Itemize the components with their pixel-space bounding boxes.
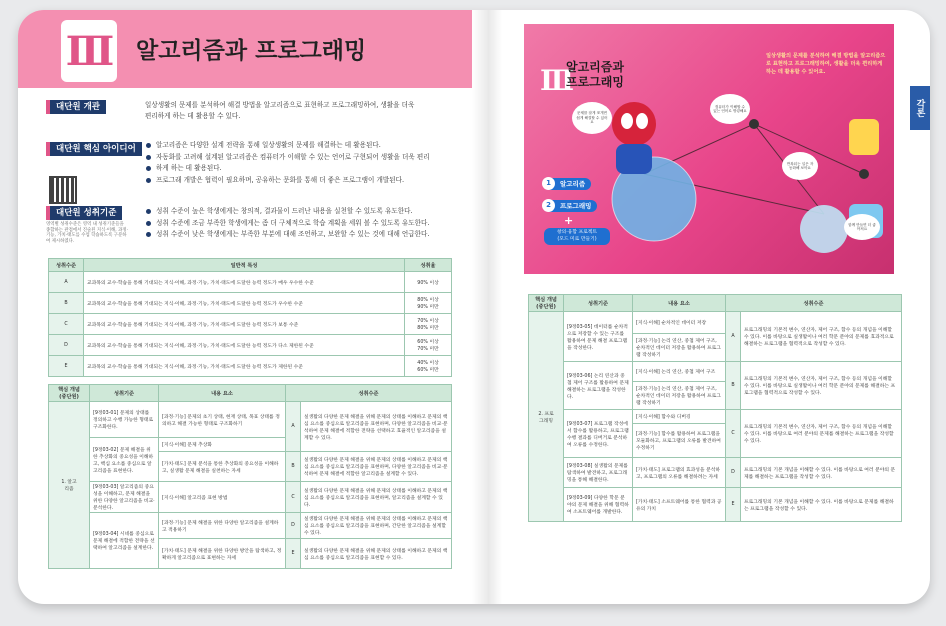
unit-cover-illustration (524, 24, 894, 274)
speech-bubble: 문제를 잘게 쪼개면 쉽게 해결할 수 있어요 (572, 102, 612, 134)
plus-icon: + (564, 214, 574, 227)
unit-numeral: Ⅲ (61, 20, 117, 82)
cover-pill-programming[interactable]: 2 프로그래밍 (544, 200, 597, 212)
left-detail-table: 핵심 개념 (중단원) 성취기준 내용 요소 성취수준 1. 알고 리즘 [9정03-01] 문제의 상태를 정의하고 수행 가능한 형태로 구조화한다. [과정·기능] 문제의 초기 상태, 현재 상태, 목표 상태를 정의하고 해결 가능한 형태로 구조화하기 A 실생활의 다양한 문제 해결을 위해 문제의 상태를 이해하고 문제의 핵심 요소를 중심으로 알고리즘을 표현하며, 다양한 알고리즘을 비교·분석하여 문제 해결에 적합한 전략을 선택하고 효율적인 알고리즘을 설계할 수 있다. [9정03-02] 문제 해결을 위한 추상화의 중요성을 이해하고, 핵심 요소를 중심으로 알고리즘을 표현한다. [지식·이해] 문제 추상화 [가치·태도] 문제 분석을 통한 추상화의 중요성을 이해하고, 실생활 문제 해결을 실천하는 자세 B 실생활의 다양한 문제 해결을 위해 문제의 상태를 이해하고 문제의 핵심 요소를 중심으로 알고리즘을 표현하며, 다양한 알고리즘을 비교·분석하여 문제 해결에 적합한 알고리즘을 설계할 수 있다. [9정03-03] 알고리즘의 중요성을 이해하고, 문제 해결을 위한 다양한 알고리즘을 비교·분석한다. [지식·이해] 알고리즘 표현 방법 C 실생활의 다양한 문제 해결을 위해 문제의 상태를 이해하고 문제의 핵심 요소를 중심으로 알고리즘을 표현하며, 알고리즘을 설계할 수 있다. [9정03-04] 시네를 중심으로 문제 해결에 적합한 전략을 선택하여 알고리즘을 설계한다. [과정·기능] 문제 해결을 위한 다양한 알고리즘을 설계하고 적용하기 D 실생활의 다양한 문제 해결을 위해 문제의 상태를 이해하고 문제의 핵심 요소를 중심으로 알고리즘을 표현하며, 간단한 알고리즘을 설계할 수 있다. [가치·태도] 문제 해결을 위한 다양한 방안을 탐색하고, 정확하게 알고리즘으로 표현하는 자세 E 실생활의 다양한 문제 해결을 위해 문제의 상태를 이해하고 문제의 핵심 요소를 중심으로 알고리즘을 표현할 수 있다. (48, 384, 452, 569)
hero-eye-icon (636, 113, 648, 129)
speech-bubble: 컴퓨터가 이해할 수 있는 언어로 명령해요 (710, 94, 750, 124)
side-tab[interactable]: 각론 (910, 86, 930, 130)
core-idea-label: 대단원 핵심 아이디어 (46, 142, 142, 156)
level-table: 성취수준 일반적 특성 성취율 A 교과목의 교수·학습을 통해 기대되는 지식·이해, 과정·기능, 가치·태도에 도달한 능력 정도가 매우 우수한 수준 90% 이상 B 교과목의 교수·학습을 통해 기대되는 지식·이해, 과정·기능, 가치·태도에 도달한 능력 정도가 우수한 수준 80% 이상 90% 미만 C 교과목의 교수·학습을 통해 기대되는 지식·이해, 과정·기능, 가치·태도에 도달한 능력 정도가 보통 수준 70% 이상 80% 미만 D 교과목의 교수·학습을 통해 기대되는 지식·이해, 과정·기능, 가치·태도에 도달한 능력 정도가 다소 제한된 수준 60% 이상 70% 미만 E 교과목의 교수·학습을 통해 기대되는 지식·이해, 과정·기능, 가치·태도에 도달한 능력 정도가 제한된 수준 40% 이상 60% 미만 (48, 258, 452, 377)
list-item: 하게 하는 데 활용된다. (146, 163, 430, 175)
page-spine (472, 10, 502, 604)
unit-header (18, 10, 472, 88)
overview-text: 일상생활의 문제를 분석하여 해결 방법을 알고리즘으로 표현하고 프로그래밍하여, 생활을 더욱 편리하게 하는 데 활용할 수 있다. (145, 101, 415, 120)
overview-label: 대단원 개관 (46, 100, 106, 114)
textbook-spread (18, 10, 930, 604)
list-item: 알고리즘은 다양한 설계 전략을 통해 일상생활의 문제를 해결하는 데 활용된다. (146, 140, 430, 152)
list-item: 자동화를 고려해 설계된 알고리즘은 컴퓨터가 이해할 수 있는 언어로 구현되어 생활을 더욱 편리 (146, 152, 430, 164)
cover-numeral: Ⅲ (540, 64, 575, 97)
achievement-label: 대단원 성취기준 (46, 206, 122, 220)
small-globe-icon (800, 205, 848, 253)
table-row: C 교과목의 교수·학습을 통해 기대되는 지식·이해, 과정·기능, 가치·태도에 도달한 능력 정도가 보통 수준 70% 이상 80% 미만 (49, 314, 452, 335)
speech-bubble: 반복되는 일은 자동화해 보아요 (782, 152, 818, 180)
hero-eye-icon (621, 113, 633, 129)
achievement-note: 영역별 성취수준은 영역 내 성취기준들을 종합하는 관점에서 진술된 지식·이해, 과정·기능, 가치·태도를 수업 학습하도록 구분하여 제시하였다. (46, 222, 128, 244)
speech-bubble: 함께 만들면 더 좋아져요 (844, 214, 880, 240)
core-idea-list (146, 140, 430, 186)
cover-title: 알고리즘과 프로그래밍 (566, 60, 624, 89)
table-row: B 교과목의 교수·학습을 통해 기대되는 지식·이해, 과정·기능, 가치·태도에 도달한 능력 정도가 우수한 수준 80% 이상 90% 미만 (49, 293, 452, 314)
cover-description: 일상생활의 문제를 분석하여 해결 방법을 알고리즘으로 표현하고 프로그래밍하여, 생활을 더욱 편리하게 하는 데 활용할 수 있어요. (766, 53, 886, 75)
cover-pill-algorithm[interactable]: 1 알고리즘 (544, 178, 591, 190)
network-node (859, 169, 869, 179)
right-detail-table: 핵심 개념 (중단원) 성취기준 내용 요소 성취수준 2. 프로 그래밍 [9정03-05] 데이터를 순차적으로 저장할 수 있는 구조를 활용하여 문제 해결 프로그램을 작성한다. [지식·이해] 순차적인 데이터 저장 A 프로그래밍의 기본적 변수, 연산자, 제어 구조, 함수 등의 개념을 이해할 수 있다. 이를 바탕으로 실생활이나 여러 학문 분야의 문제를 효과적으로 해결하는 프로그램을 협력적으로 작성할 수 있다. [과정·기능] 논리 연산, 중첩 제어 구조, 순차적인 데이터 저장을 활용하여 프로그램 작성하기 [9정03-06] 논리 연산과 중첩 제어 구조를 활용하여 문제 해결하는 프로그램을 작성한다. [지식·이해] 논리 연산, 중첩 제어 구조 B 프로그래밍의 기본적 변수, 연산자, 제어 구조, 함수 등의 개념을 이해할 수 있다. 이를 바탕으로 실생활이나 여러 학문 분야의 문제를 해결하는 프로그램을 협력적으로 작성할 수 있다. [과정·기능] 논리 연산, 중첩 제어 구조, 순차적인 데이터 저장을 활용하여 프로그램 작성하기 [9정03-07] 프로그램 작성에서 함수를 활용하고, 프로그램 수행 결과를 디버거로 분석하여 오류를 수정한다. [지식·이해] 함수와 디버깅 C 프로그래밍의 기본적 변수, 연산자, 제어 구조, 함수 등의 개념을 이해할 수 있다. 이를 바탕으로 여러 분야의 문제를 해결하는 프로그램을 작성할 수 있다. [과정·기능] 함수를 활용하여 프로그램을 모듈화하고, 프로그램의 오류를 발견하여 수정하기 [9정03-08] 실생활의 문제를 탐색하여 발견하고, 프로그래밍을 통해 해결한다. [가치·태도] 프로그램의 효과성을 분석하고, 프로그램의 오류를 해결하려는 자세 D 프로그래밍의 기본 개념을 이해할 수 있다. 이를 바탕으로 여러 분야의 문제를 해결하는 프로그램을 작성할 수 있다. [9정03-09] 다양한 학문 분야의 문제 해결을 위해 협력하여 소프트웨어를 개발한다. [가치·태도] 소프트웨어를 통한 협력과 공유의 가치 E 프로그래밍의 기본 개념을 이해할 수 있다. 이를 바탕으로 문제를 해결하는 프로그램을 작성할 수 있다. (528, 294, 902, 522)
table-row: E 교과목의 교수·학습을 통해 기대되는 지식·이해, 과정·기능, 가치·태도에 도달한 능력 정도가 제한된 수준 40% 이상 60% 미만 (49, 356, 452, 377)
page-title: 알고리즘과 프로그래밍 (136, 38, 367, 64)
hero-head-icon (612, 102, 656, 146)
list-item: 성취 수준이 낮은 학생에게는 부족한 부분에 대해 조언하고, 보완할 수 있는 것에 대해 언급한다. (146, 229, 429, 241)
hero-body-icon (616, 144, 652, 174)
list-item: 프로그래 개발은 협력이 필요하며, 공유하는 문화를 통해 더 좋은 프로그램이 개발된다. (146, 175, 430, 187)
list-item: 성취 수준이 높은 학생에게는 창의적, 결과물이 드러난 내용을 실천할 수 있도록 유도한다. (146, 206, 429, 218)
table-row: A 교과목의 교수·학습을 통해 기대되는 지식·이해, 과정·기능, 가치·태도에 도달한 능력 정도가 매우 우수한 수준 90% 이상 (49, 272, 452, 293)
network-node (749, 119, 759, 129)
table-row: D 교과목의 교수·학습을 통해 기대되는 지식·이해, 과정·기능, 가치·태도에 도달한 능력 정도가 다소 제한된 수준 60% 이상 70% 미만 (49, 335, 452, 356)
character-icon (849, 119, 879, 155)
cover-project-badge[interactable]: 창의·융합 프로젝트 (모드 미로 만들기) (544, 228, 610, 245)
qr-code-icon[interactable] (49, 176, 77, 204)
achievement-list (146, 206, 429, 241)
list-item: 성취 수준에 조금 부족한 학생에게는 좀 더 구체적으로 학습 계획을 세워 볼 수 있도록 유도한다. (146, 218, 429, 230)
